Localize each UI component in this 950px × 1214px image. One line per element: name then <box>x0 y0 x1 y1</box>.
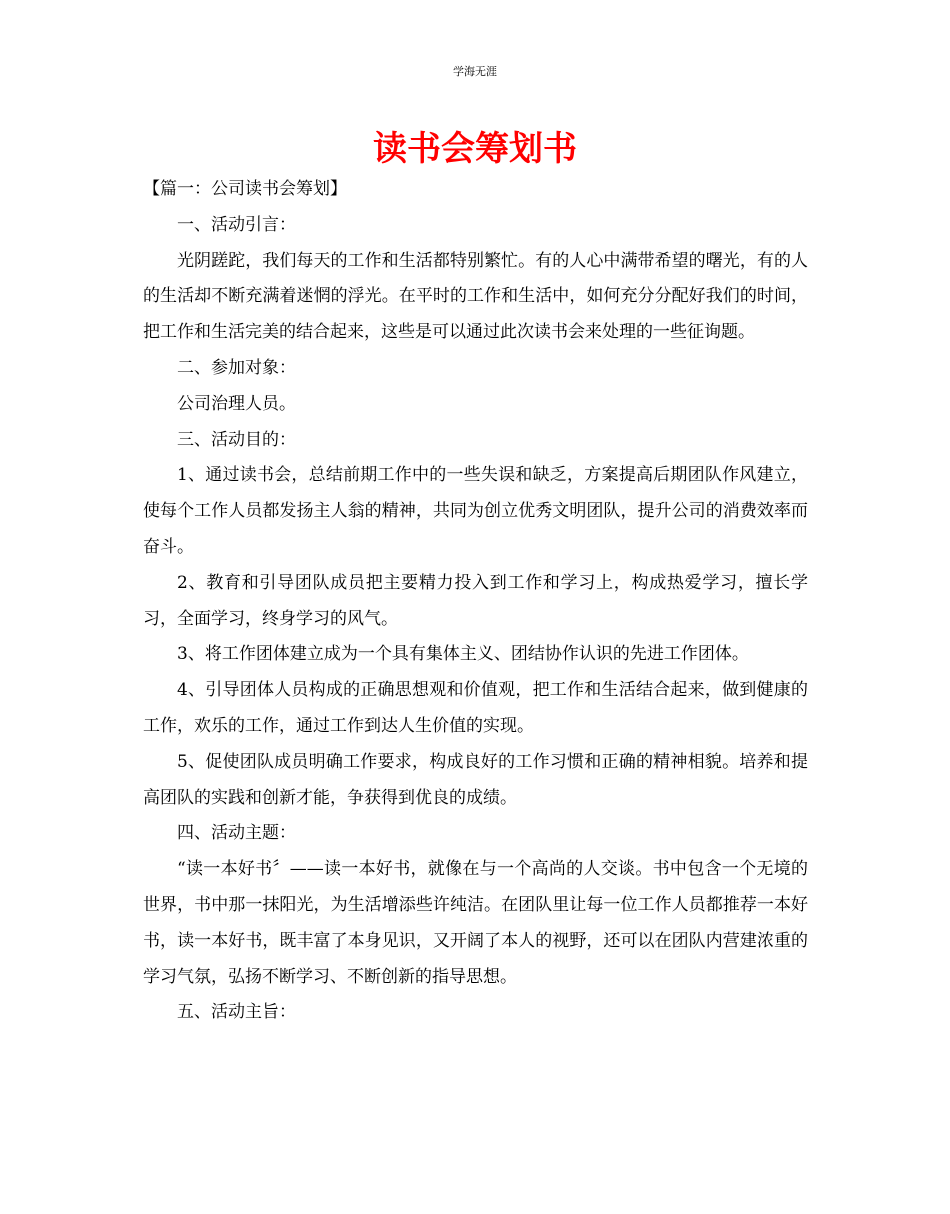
paragraph: 公司治理人员。 <box>177 393 296 414</box>
page-header: 学海无涯 <box>453 65 497 78</box>
paragraph: 一、活动引言： <box>177 214 296 235</box>
section-heading: 【篇一：公司读书会筹划】 <box>143 179 347 199</box>
paragraph: 5、促使团队成员明确工作要求，构成良好的工作习惯和正确的精神相貌。培养和提高团队的实践和创新才能，争获得到优良的成绩。 <box>143 751 808 808</box>
paragraph: 3、将工作团体建立成为一个具有集体主义、团结协作认识的先进工作团体。 <box>177 644 749 665</box>
paragraph: 2、教育和引导团队成员把主要精力投入到工作和学习上，构成热爱学习，擅长学习，全面学习，终身学习的风气。 <box>143 572 808 629</box>
paragraph: 二、参加对象： <box>177 357 296 378</box>
paragraph: 光阴蹉跎，我们每天的工作和生活都特别繁忙。有的人心中满带希望的曙光，有的人的生活却不断充满着迷惘的浮光。在平时的工作和生活中，如何充分分配好我们的时间，把工作和生活完美的结合起来，这些是可以通过此次读书会来处理的一些征询题。 <box>143 250 808 343</box>
paragraph: 三、活动目的： <box>177 429 296 450</box>
paragraph: 四、活动主题： <box>177 823 296 844</box>
paragraph: 五、活动主旨： <box>177 1002 296 1023</box>
paragraph: 1、通过读书会，总结前期工作中的一些失误和缺乏，方案提高后期团队作风建立，使每个工作人员都发扬主人翁的精神，共同为创立优秀文明团队，提升公司的消费效率而奋斗。 <box>143 465 808 557</box>
document-body <box>143 172 808 1031</box>
document-title: 读书会筹划书 <box>373 129 577 169</box>
paragraph: 4、引导团体人员构成的正确思想观和价值观，把工作和生活结合起来，做到健康的工作，欢乐的工作，通过工作到达人生价值的实现。 <box>143 680 808 736</box>
paragraph: “读一本好书〞——读一本好书，就像在与一个高尚的人交谈。书中包含一个无境的世界，书中那一抹阳光，为生活增添些许纯洁。在团队里让每一位工作人员都推荐一本好书，读一本好书，既丰富了本身见识，又开阔了本人的视野，还可以在团队内营建浓重的学习气氛，弘扬不断学习、不断创新的指导思想。 <box>143 859 808 987</box>
